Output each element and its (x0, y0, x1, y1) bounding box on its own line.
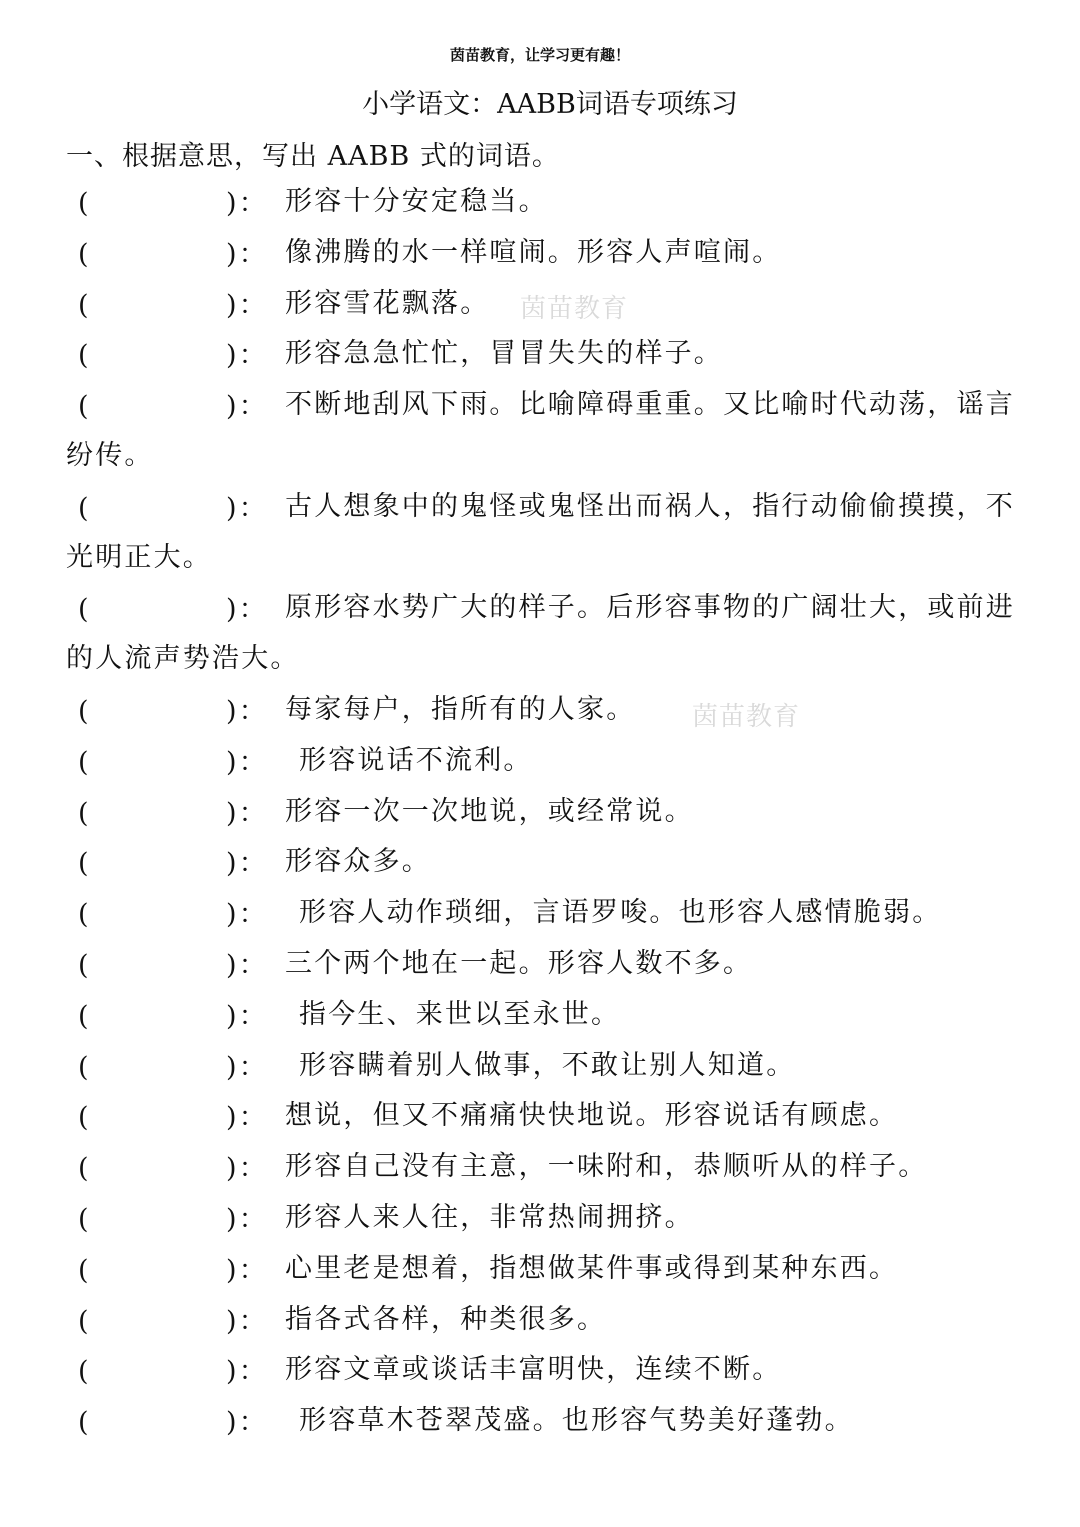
open-paren: ( (78, 1407, 91, 1439)
close-paren: )： (226, 746, 268, 778)
answer-blank[interactable] (66, 1051, 285, 1083)
close-paren: )： (226, 1102, 268, 1134)
open-paren: ( (78, 1051, 91, 1083)
item-definition: 形容人来人往，非常热闹拥挤。 (285, 1201, 694, 1233)
open-paren: ( (78, 594, 91, 626)
exercise-item (66, 228, 1018, 279)
item-definition: 形容瞒着别人做事，不敢让别人知道。 (299, 1049, 796, 1081)
answer-blank[interactable] (66, 1356, 285, 1388)
exercise-item (66, 837, 1018, 888)
item-definition: 形容自己没有主意，一味附和，恭顺听从的样子。 (285, 1151, 928, 1183)
exercise-item (66, 787, 1018, 838)
open-paren: ( (78, 695, 91, 727)
item-definition: 指各式各样，种类很多。 (285, 1303, 607, 1335)
item-definition: 形容人动作琐细，言语罗唆。也形容人感情脆弱。 (299, 897, 942, 929)
close-paren: )： (226, 1153, 268, 1185)
item-definition: 形容说话不流利。 (299, 744, 533, 776)
item-definition: 形容一次一次地说，或经常说。 (285, 795, 694, 827)
open-paren: ( (78, 1000, 91, 1032)
close-paren: )： (226, 238, 268, 270)
open-paren: ( (78, 492, 91, 524)
answer-blank[interactable] (66, 899, 285, 931)
answer-blank[interactable] (66, 746, 285, 778)
exercise-item (66, 177, 1018, 228)
open-paren: ( (78, 289, 91, 321)
answer-blank[interactable] (66, 1102, 285, 1134)
close-paren: )： (226, 1356, 268, 1388)
item-definition: 像沸腾的水一样喧闹。形容人声喧闹。 (285, 236, 782, 268)
open-paren: ( (78, 1305, 91, 1337)
item-definition: 不断地刮风下雨。比喻障碍重重。又比喻时代动荡，谣言 (285, 389, 1015, 421)
answer-blank[interactable] (66, 695, 285, 727)
exercise-item (66, 1142, 1018, 1193)
open-paren: ( (78, 1153, 91, 1185)
open-paren: ( (78, 949, 91, 981)
open-paren: ( (78, 746, 91, 778)
answer-blank[interactable] (66, 1254, 285, 1286)
exercise-item (66, 380, 1018, 482)
close-paren: )： (226, 848, 268, 880)
exercise-item (66, 990, 1018, 1041)
close-paren: )： (226, 797, 268, 829)
watermark: 茵苗教育 (692, 702, 801, 732)
item-definition: 古人想象中的鬼怪或鬼怪出而祸人，指行动偷偷摸摸，不 (285, 490, 1015, 522)
close-paren: )： (226, 188, 268, 219)
item-definition-continued: 光明正大。 (66, 541, 212, 573)
answer-blank[interactable] (66, 797, 285, 829)
item-definition: 形容众多。 (285, 846, 431, 878)
item-definition: 原形容水势广大的样子。后形容事物的广阔壮大，或前进 (285, 592, 1015, 624)
watermark: 茵苗教育 (520, 294, 629, 324)
exercise-list (66, 177, 1018, 1447)
close-paren: )： (226, 594, 268, 626)
answer-blank[interactable] (66, 594, 285, 626)
item-definition: 心里老是想着，指想做某件事或得到某种东西。 (285, 1252, 899, 1284)
item-definition: 想说，但又不痛痛快快地说。形容说话有顾虑。 (285, 1100, 899, 1132)
close-paren: )： (226, 1051, 268, 1083)
item-definition: 每家每户，指所有的人家。 (285, 693, 636, 725)
open-paren: ( (78, 238, 91, 270)
item-definition: 形容十分安定稳当。 (285, 186, 548, 217)
answer-blank[interactable] (66, 188, 285, 219)
item-definition: 形容雪花飘落。 (285, 287, 490, 319)
exercise-item (66, 1193, 1018, 1244)
open-paren: ( (78, 1203, 91, 1235)
answer-blank[interactable] (66, 1153, 285, 1185)
open-paren: ( (78, 340, 91, 372)
close-paren: )： (226, 391, 268, 423)
exercise-item (66, 583, 1018, 685)
exercise-item (66, 736, 1018, 787)
item-definition: 形容文章或谈话丰富明快，连续不断。 (285, 1354, 782, 1386)
answer-blank[interactable] (66, 848, 285, 880)
open-paren: ( (78, 1102, 91, 1134)
open-paren: ( (78, 848, 91, 880)
open-paren: ( (78, 797, 91, 829)
item-definition-continued: 的人流声势浩大。 (66, 643, 300, 675)
close-paren: )： (226, 289, 268, 321)
exercise-item (66, 888, 1018, 939)
exercise-item (66, 1091, 1018, 1142)
exercise-item (66, 1295, 1018, 1346)
exercise-item (66, 1041, 1018, 1092)
close-paren: )： (226, 1203, 268, 1235)
item-definition: 指今生、来世以至永世。 (299, 998, 621, 1030)
section-heading: 一、根据意思，写出 AABB 式的词语。 (66, 141, 560, 172)
close-paren: )： (226, 1407, 268, 1439)
close-paren: )： (226, 1254, 268, 1286)
exercise-item (66, 1396, 1018, 1447)
close-paren: )： (226, 1000, 268, 1032)
item-definition: 形容急急忙忙，冒冒失失的样子。 (285, 338, 723, 370)
answer-blank[interactable] (66, 1305, 285, 1337)
answer-blank[interactable] (66, 1407, 285, 1439)
close-paren: )： (226, 899, 268, 931)
exercise-item (66, 685, 1018, 736)
page-header: 茵苗教育，让学习更有趣！ (449, 46, 630, 64)
close-paren: )： (226, 695, 268, 727)
open-paren: ( (78, 1356, 91, 1388)
exercise-item (66, 329, 1018, 380)
answer-blank[interactable] (66, 340, 285, 372)
answer-blank[interactable] (66, 289, 285, 321)
exercise-item (66, 1244, 1018, 1295)
item-definition: 三个两个地在一起。形容人数不多。 (285, 947, 753, 979)
item-definition: 形容草木苍翠茂盛。也形容气势美好蓬勃。 (299, 1405, 854, 1437)
page-title: 小学语文：AABB词语专项练习 (362, 89, 738, 120)
answer-blank[interactable] (66, 492, 285, 524)
close-paren: )： (226, 949, 268, 981)
answer-blank[interactable] (66, 391, 285, 423)
exercise-item (66, 482, 1018, 584)
open-paren: ( (78, 188, 91, 219)
exercise-item (66, 1345, 1018, 1396)
answer-blank[interactable] (66, 949, 285, 981)
answer-blank[interactable] (66, 1000, 285, 1032)
open-paren: ( (78, 1254, 91, 1286)
exercise-item (66, 939, 1018, 990)
item-definition-continued: 纷传。 (66, 439, 154, 471)
close-paren: )： (226, 1305, 268, 1337)
open-paren: ( (78, 899, 91, 931)
answer-blank[interactable] (66, 1203, 285, 1235)
open-paren: ( (78, 391, 91, 423)
answer-blank[interactable] (66, 238, 285, 270)
close-paren: )： (226, 340, 268, 372)
close-paren: )： (226, 492, 268, 524)
